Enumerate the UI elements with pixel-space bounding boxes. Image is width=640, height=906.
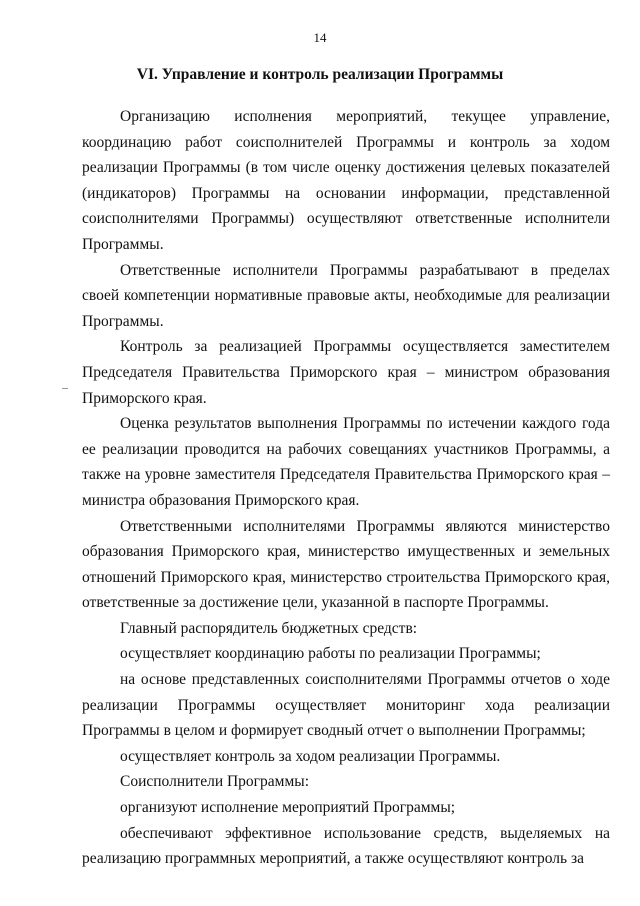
list-item: обеспечивают эффективное использование средств, выделяемых на реализацию программных мероприятий, а также осуществляют контроль за: [82, 824, 610, 868]
paragraph-budget-manager: Главный распорядитель бюджетных средств:: [120, 619, 418, 637]
page-number: 14: [313, 30, 327, 45]
margin-mark: [62, 388, 68, 389]
paragraph-coordination: Организацию исполнения мероприятий, текущее управление, координацию работ соисполнителей Программы и контроль за ходом реализации Программы (в том числе оценку достижения целевых показателей (индикаторов) Программы на основании информации, представленной соисполнителями Программы) осуществляют ответственные исполнители Программы.: [82, 108, 610, 253]
list-item: на основе представленных соисполнителями Программы отчетов о ходе реализации Программы осуществляет мониторинг хода реализации Программы в целом и формирует сводный отчет о выполнении Программы;: [82, 671, 610, 740]
section-title: VI. Управление и контроль реализации Программы: [136, 66, 504, 83]
paragraph-responsible-executors: Ответственными исполнителями Программы являются министерство образования Приморского края, министерство имущественных и земельных отношений Приморского края, министерство строительства Приморского края, ответственные за достижение цели, указанной в паспорте Программы.: [82, 517, 610, 612]
list-item: осуществляет координацию работы по реализации Программы;: [120, 645, 541, 663]
list-item: осуществляет контроль за ходом реализации Программы.: [120, 747, 501, 765]
paragraph-co-executors: Соисполнители Программы:: [120, 773, 310, 791]
list-item: организуют исполнение мероприятий Программы;: [120, 799, 456, 817]
paragraph-evaluation: Оценка результатов выполнения Программы по истечении каждого года ее реализации проводится на рабочих совещаниях участников Программы, а также на уровне заместителя Председателя Правительства Приморского края – министра образования Приморского края.: [82, 415, 610, 509]
paragraph-normative-acts: Ответственные исполнители Программы разрабатывают в пределах своей компетенции нормативные правовые акты, необходимые для реализации Программы.: [82, 261, 610, 330]
body-text: [82, 104, 610, 872]
paragraph-control: Контроль за реализацией Программы осуществляется заместителем Председателя Правительства Приморского края – министром образования Приморского края.: [82, 338, 610, 407]
